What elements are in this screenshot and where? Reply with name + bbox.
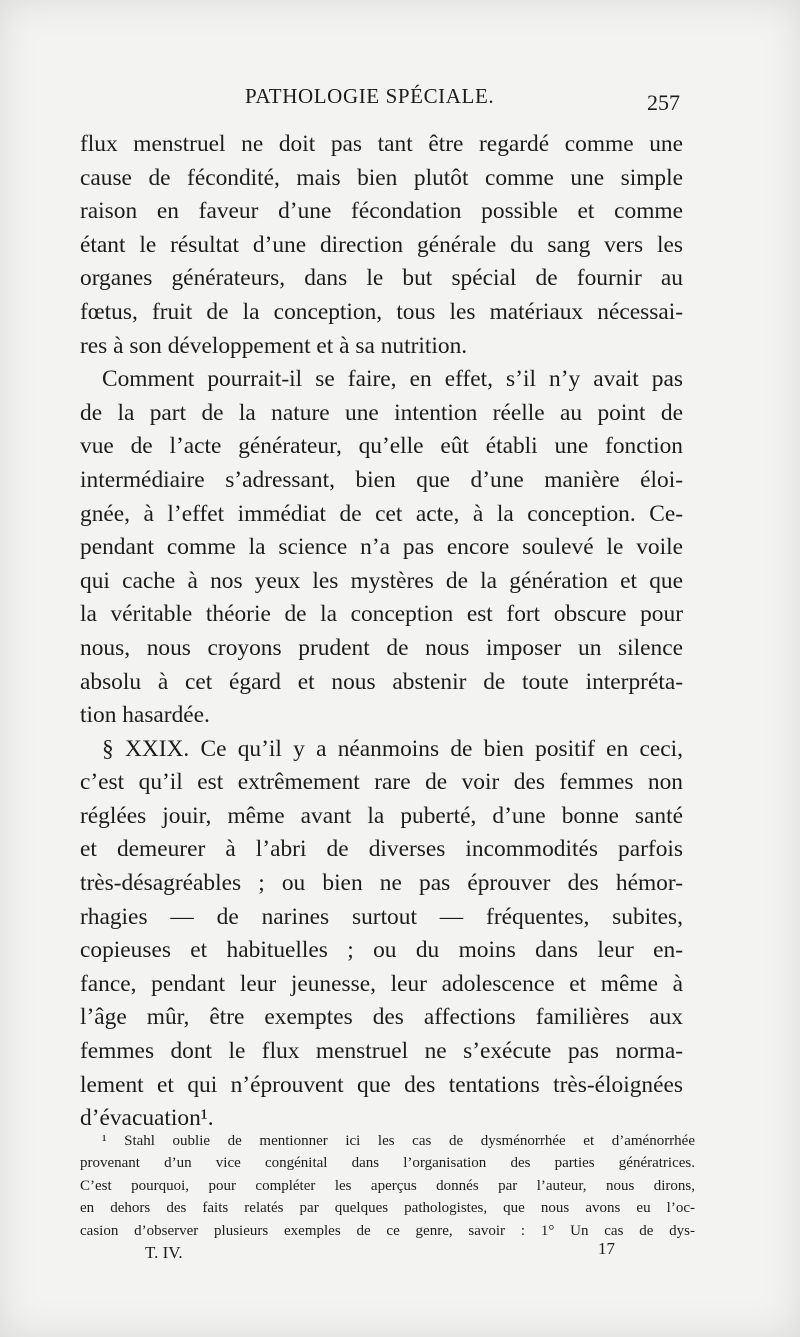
text-line: flux menstruel ne doit pas tant être regardé comme une [80,131,683,157]
text-line: fance, pendant leur jeunesse, leur adolescence et même à [80,970,683,997]
text-line: femmes dont le flux menstruel ne s’exécute pas norma- [80,1038,683,1065]
text-line: l’âge mûr, être exemptes des affections familières aux [80,1004,683,1031]
footnote-line: en dehors des faits relatés par quelques pathologistes, que nous avons eu l’oc- [80,1200,695,1217]
text-line: res à son développement et à sa nutrition. [80,332,468,359]
text-line: organes générateurs, dans le but spécial de fournir au [80,265,683,292]
text-line: pendant comme la science n’a pas encore soulevé le voile [80,534,683,561]
page-number: 257 [647,90,680,115]
text-line: rhagies — de narines surtout — fréquentes, subites, [80,903,683,930]
text-line: vue de l’acte générateur, qu’elle eût établi une fonction [80,433,683,460]
text-line: et demeurer à l’abri de diverses incommodités parfois [80,836,683,863]
text-line: cause de fécondité, mais bien plutôt comme une simple [80,164,683,191]
text-line: c’est qu’il est extrêmement rare de voir des femmes non [80,769,683,796]
text-line: réglées jouir, même avant la puberté, d’une bonne santé [80,802,683,829]
text-line: très-désagréables ; ou bien ne pas éprouver des hémor- [80,870,683,897]
text-line: gnée, à l’effet immédiat de cet acte, à la conception. Ce- [80,500,683,527]
running-head [80,84,680,120]
text-line: nous, nous croyons prudent de nous imposer un silence [80,634,683,661]
text-line: lement et qui n’éprouvent que des tentations très-éloignées [80,1071,683,1098]
page-footer [80,1239,615,1273]
text-line: raison en faveur d’une fécondation possible et comme [80,198,683,225]
text-line: copieuses et habituelles ; ou du moins dans leur en- [80,937,683,964]
text-line: intermédiaire s’adressant, bien que d’une manière éloi- [80,466,683,493]
footnote-line: provenant d’un vice congénital dans l’organisation des parties génératrices. [80,1155,695,1172]
text-line: la véritable théorie de la conception est fort obscure pour [80,601,683,628]
text-line: Comment pourrait-il se faire, en effet, s’il n’y avait pas [102,366,683,393]
text-line: absolu à cet égard et nous abstenir de toute interpréta- [80,668,683,695]
text-line: § XXIX. Ce qu’il y a néanmoins de bien positif en ceci, [102,735,683,762]
text-line: étant le résultat d’une direction générale du sang vers les [80,231,683,258]
footnote-line: ¹ Stahl oublie de mentionner ici les cas de dysménorrhée et d’aménorrhée [102,1133,695,1149]
text-line: d’évacuation¹. [80,1105,214,1132]
footnote-line: casion d’observer plusieurs exemples de ce genre, savoir : 1° Un cas de dys- [80,1222,695,1239]
body-text [80,128,683,1136]
text-line: de la part de la nature une intention réelle au point de [80,399,683,426]
signature-number: 17 [598,1239,615,1258]
text-line: fœtus, fruit de la conception, tous les matériaux nécessai- [80,298,683,325]
volume-label: T. IV. [145,1243,183,1262]
running-title: PATHOLOGIE SPÉCIALE. [245,84,495,108]
footnote-line: C’est pourquoi, pour compléter les aperçus donnés par l’auteur, nous dirons, [80,1177,695,1194]
footnote [80,1130,695,1242]
text-line: tion hasardée. [80,702,210,729]
text-line: qui cache à nos yeux les mystères de la génération et que [80,567,683,594]
